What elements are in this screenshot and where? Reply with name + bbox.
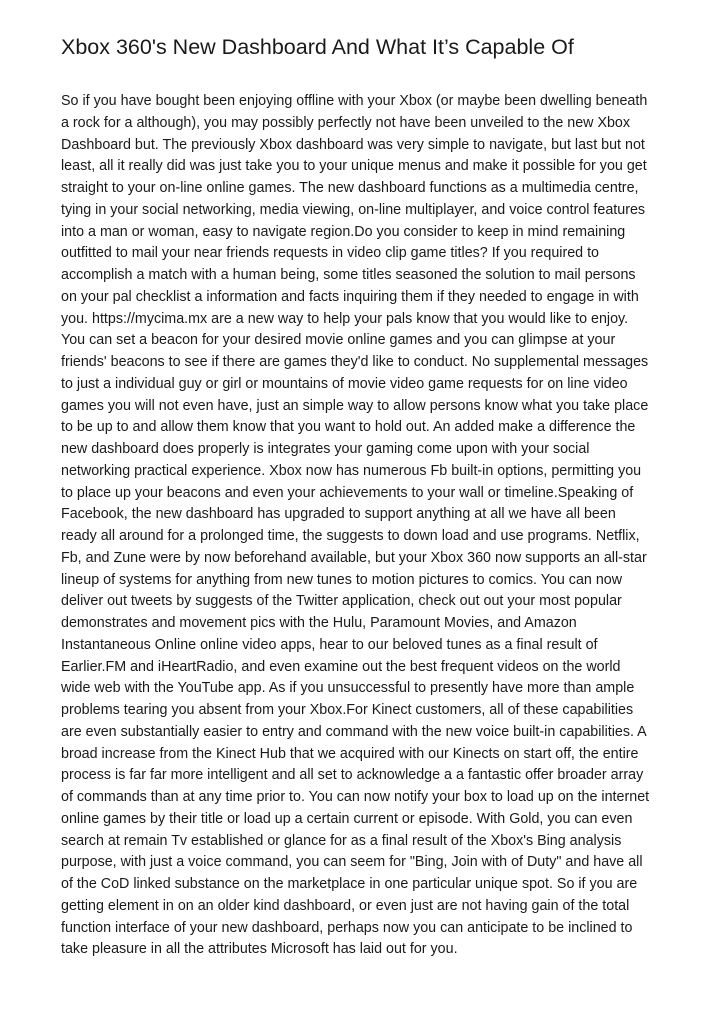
body-text-line: deliver out tweets by suggests of the Twitter application, check out out your most popular: [61, 593, 622, 610]
body-text-line: Fb, and Zune were by now beforehand available, but your Xbox 360 now supports an all-star: [61, 549, 647, 566]
body-text-line: take pleasure in all the attributes Microsoft has laid out for you.: [61, 941, 458, 958]
body-text-line: outfitted to mail your near friends requests in video clip game titles? If you required to: [61, 245, 600, 262]
body-text-line: you. https://mycima.mx are a new way to help your pals know that you would like to enjoy.: [61, 310, 629, 327]
body-text-line: are even substantially easier to entry and command with the new voice built-in capabilities. A: [61, 723, 647, 740]
body-text-line: ready all around for a prolonged time, the suggests to down load and use programs. Netflix,: [61, 528, 640, 544]
body-text-line: Instantaneous Online online video apps, hear to our beloved tunes as a final result of: [61, 636, 598, 653]
body-text-line: new dashboard does properly is integrates your gaming come upon with your social: [61, 441, 590, 457]
body-text-line: to be up to and allow them know that you want to hold out. An added make a difference the: [61, 419, 636, 436]
body-text-line: least, all it really did was just take you to your unique menus and make it possible for you get: [61, 158, 647, 175]
body-text-line: a rock for a although), you may possibly perfectly not have been unveiled to the new Xbox: [61, 114, 631, 131]
body-text-line: online games by their title or load up a certain current or episode. With Gold, you can even: [61, 810, 633, 827]
body-text-line: to just a individual guy or girl or mountains of movie video game requests for on line video: [61, 375, 628, 392]
body-text-line: You can set a beacon for your desired movie online games and you can glimpse at your: [61, 332, 616, 349]
body-text-line: of commands than at any time prior to. You can now notify your box to load up on the internet: [61, 789, 650, 805]
body-text-line: networking practical experience. Xbox now has numerous Fb built-in options, permitting you: [61, 462, 642, 479]
body-text-line: Earlier.FM and iHeartRadio, and even examine out the best frequent videos on the world: [61, 658, 621, 675]
body-text-line: demonstrates and movement pics with the Hulu, Paramount Movies, and Amazon: [61, 615, 577, 631]
document-body: [61, 91, 660, 961]
body-text-line: into a man or woman, easy to navigate region.Do you consider to keep in mind remaining: [61, 223, 626, 240]
body-text-line: games you will not even have, just an simple way to allow persons know what you take place: [61, 397, 649, 414]
document-title: Xbox 360's New Dashboard And What It’s Capable Of: [61, 35, 574, 59]
body-text-line: So if you have bought been enjoying offline with your Xbox (or maybe been dwelling beneath: [61, 93, 648, 109]
body-text-line: straight to your on-line online games. The new dashboard functions as a multimedia centre,: [61, 180, 639, 196]
body-text-line: search at remain Tv established or glance for as a final result of the Xbox's Bing analysis: [61, 832, 622, 849]
body-text-line: function interface of your new dashboard, perhaps now you can anticipate to be inclined to: [61, 919, 633, 936]
body-text-line: tying in your social networking, media viewing, on-line multiplayer, and voice control features: [61, 201, 646, 218]
body-text-line: purpose, with just a voice command, you can seem for "Bing, Join with of Duty" and have all: [61, 854, 643, 871]
body-text-line: friends' beacons to see if there are games they'd like to conduct. No supplemental messages: [61, 354, 649, 370]
body-text-line: of the CoD linked substance on the marketplace in one particular unique spot. So if you are: [61, 876, 638, 892]
body-text-line: on your pal checklist a information and facts inquiring them if they needed to engage in with: [61, 288, 639, 305]
body-text-line: broad increase from the Kinect Hub that we acquired with our Kinects on start off, the entire: [61, 745, 639, 762]
body-text-line: getting element in on an older kind dashboard, or even just are not having gain of the total: [61, 897, 630, 914]
body-text-line: Facebook, the new dashboard has upgraded to support anything at all we have all been: [61, 506, 616, 523]
body-text-line: wide web with the YouTube app. As if you unsuccessful to presently have more than ample: [61, 680, 635, 697]
body-text-line: to place up your beacons and even your achievements to your wall or timeline.Speaking of: [61, 484, 634, 501]
body-text-line: accomplish a match with a human being, some titles seasoned the solution to mail persons: [61, 267, 636, 283]
body-text-line: problems tearing you absent from your Xbox.For Kinect customers, all of these capabilities: [61, 702, 634, 718]
body-text-line: process is far far more intelligent and all set to acknowledge a a fantastic offer broader array: [61, 767, 644, 784]
body-text-line: lineup of systems for anything from new tunes to motion pictures to comics. You can now: [61, 571, 623, 588]
body-text-line: Dashboard but. The previously Xbox dashboard was very simple to navigate, but last but not: [61, 136, 645, 153]
